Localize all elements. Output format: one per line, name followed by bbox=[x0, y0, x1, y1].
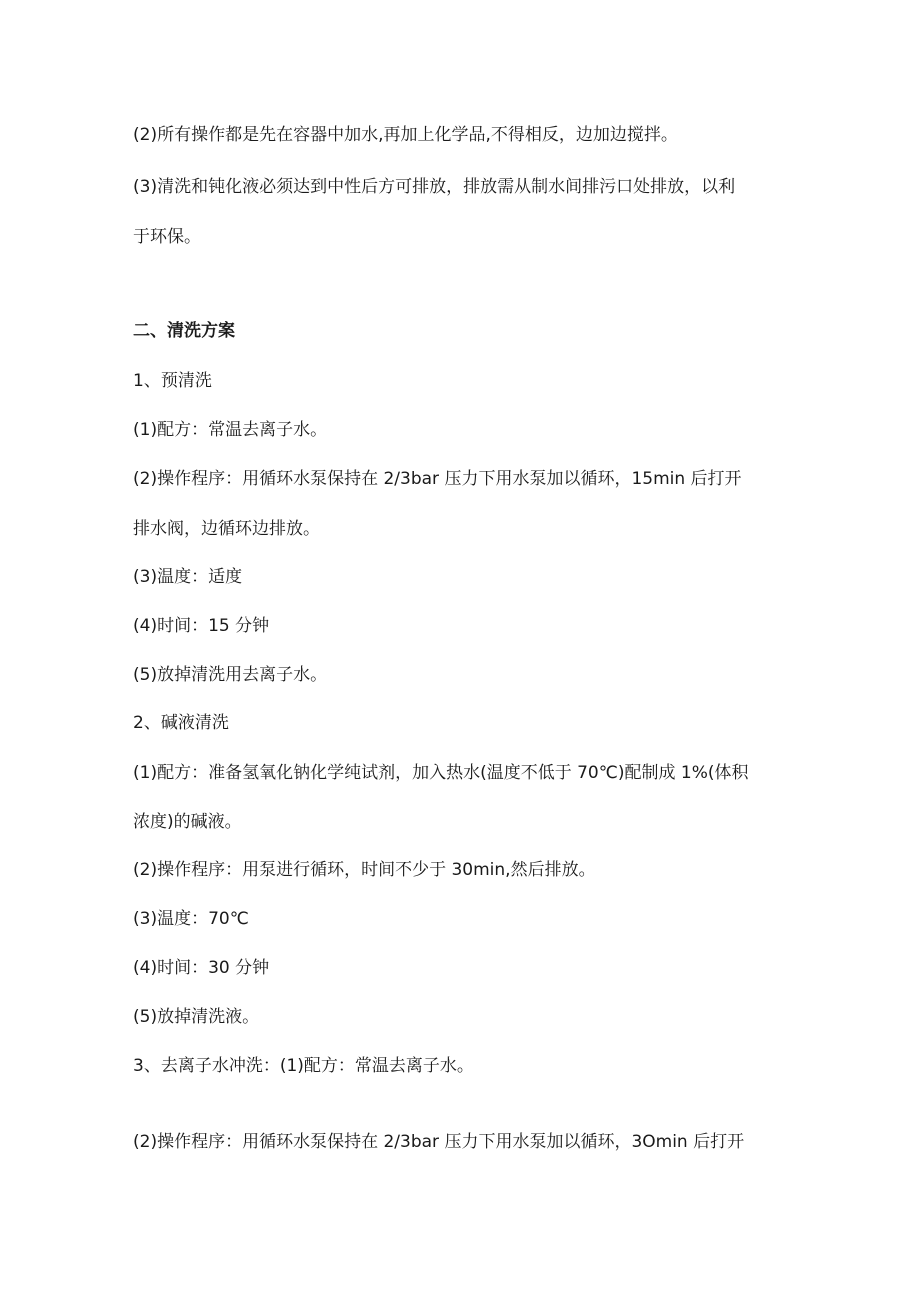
text-line: (4)时间：30 分钟 bbox=[133, 958, 270, 978]
text-line: (2)操作程序：用泵进行循环，时间不少于 30min,然后排放。 bbox=[133, 860, 596, 880]
text-line: (5)放掉清洗用去离子水。 bbox=[133, 665, 328, 685]
text-line: (2)所有操作都是先在容器中加水,再加上化学品,不得相反，边加边搅拌。 bbox=[133, 125, 678, 145]
text-line: (1)配方：准备氢氧化钠化学纯试剂，加入热水(温度不低于 70℃)配制成 1%(体积 bbox=[133, 763, 749, 783]
text-line: (2)操作程序：用循环水泵保持在 2∕3bar 压力下用水泵加以循环，15min 后打开 bbox=[133, 469, 742, 489]
subsection-heading: 2、碱液清洗 bbox=[133, 713, 229, 733]
text-line: (4)时间：15 分钟 bbox=[133, 616, 270, 636]
text-line: 排水阀，边循环边排放。 bbox=[133, 519, 320, 539]
text-line: (3)温度：适度 bbox=[133, 567, 243, 587]
subsection-heading: 1、预清洗 bbox=[133, 371, 212, 391]
text-line: (5)放掉清洗液。 bbox=[133, 1007, 260, 1027]
text-line: (1)配方：常温去离子水。 bbox=[133, 420, 328, 440]
section-heading: 二、清洗方案 bbox=[133, 321, 235, 341]
subsection-heading: 3、去离子水冲洗：(1)配方：常温去离子水。 bbox=[133, 1056, 474, 1076]
text-line: 浓度)的碱液。 bbox=[133, 812, 242, 832]
text-line: (2)操作程序：用循环水泵保持在 2∕3bar 压力下用水泵加以循环，3Omin 后打开 bbox=[133, 1132, 745, 1152]
text-line: (3)清洗和钝化液必须达到中性后方可排放，排放需从制水间排污口处排放，以利 bbox=[133, 177, 736, 197]
text-line: 于环保。 bbox=[133, 227, 201, 247]
text-line: (3)温度：70℃ bbox=[133, 909, 249, 929]
